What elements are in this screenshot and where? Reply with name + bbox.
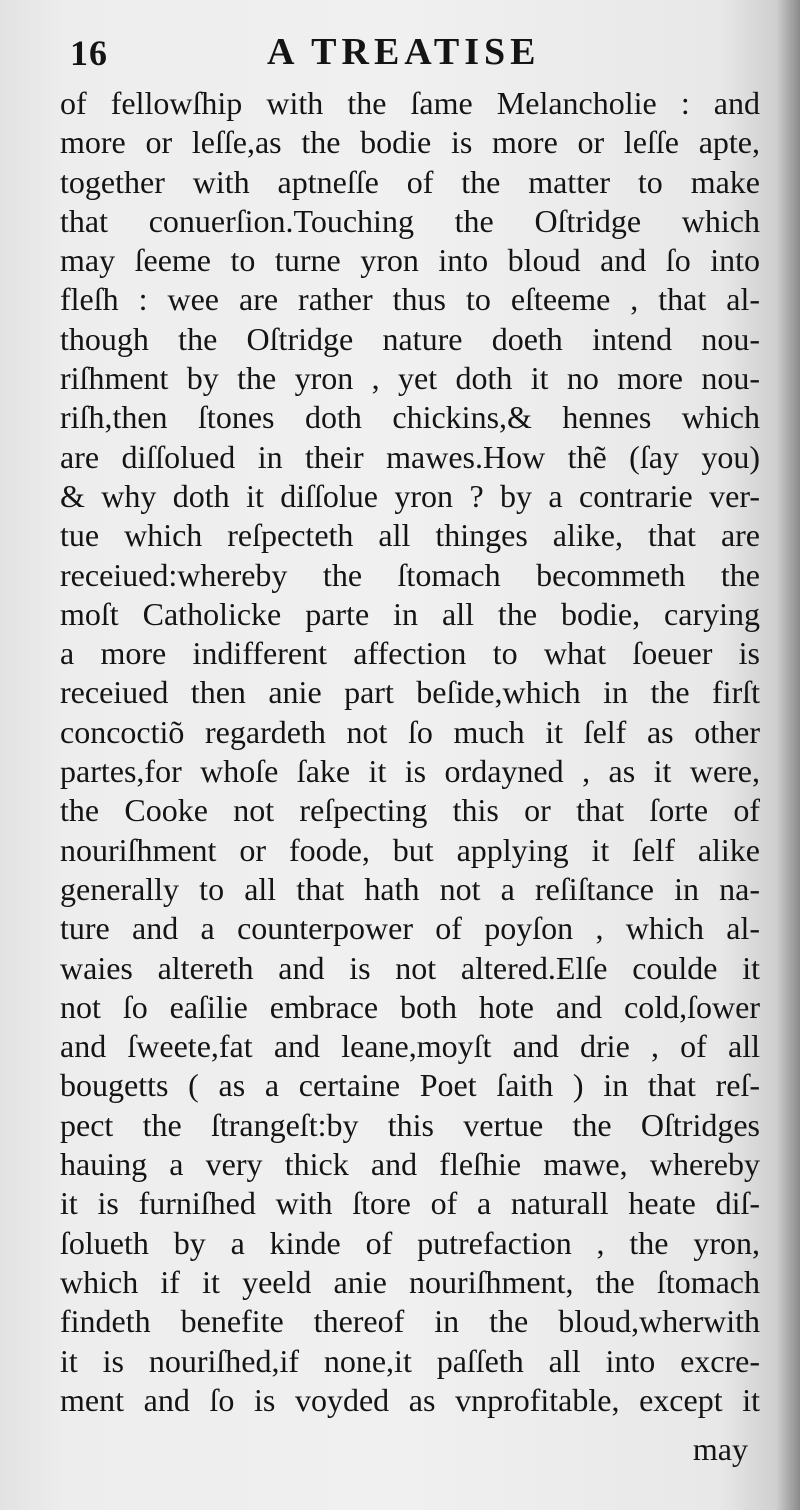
text-line: more or leſſe,as the bodie is more or leſſe apte,: [60, 124, 760, 161]
text-line: partes,for whoſe ſake it is ordayned , as it were,: [60, 753, 760, 790]
text-line: hauing a very thick and fleſhie mawe, whereby: [60, 1146, 760, 1183]
text-line: it is nouriſhed,if none,it paſſeth all into excre-: [60, 1342, 760, 1379]
text-line: may ſeeme to turne yron into bloud and ſo into: [60, 242, 760, 279]
page-number: 16: [70, 33, 108, 73]
text-line: riſh,then ſtones doth chickins,& hennes which: [60, 399, 760, 436]
text-line: receiued:whereby the ſtomach becommeth the: [60, 556, 760, 593]
text-line: receiued then anie part beſide,which in the firſt: [60, 674, 760, 711]
text-line: nouriſhment or foode, but applying it ſelf alike: [60, 831, 760, 868]
text-line: which if it yeeld anie nouriſhment, the ſtomach: [60, 1263, 760, 1300]
text-line: the Cooke not reſpecting this or that ſorte of: [60, 792, 760, 829]
text-line: fleſh : wee are rather thus to eſteeme , that al-: [60, 281, 760, 318]
catchword: may: [692, 1431, 748, 1467]
text-line: that conuerſion.Touching the Oſtridge which: [60, 202, 760, 239]
text-line: concoctiõ regardeth not ſo much it ſelf as other: [60, 713, 760, 750]
text-line: ture and a counterpower of poyſon , which al-: [60, 910, 760, 947]
text-line: bougetts ( as a certaine Poet ſaith ) in that reſ-: [60, 1067, 760, 1104]
text-line: though the Oſtridge nature doeth intend nou-: [60, 320, 760, 357]
text-line: pect the ſtrangeſt:by this vertue the Oſtridges: [60, 1106, 760, 1143]
text-line: tue which reſpecteth all thinges alike, that are: [60, 517, 760, 554]
text-line: moſt Catholicke parte in all the bodie, carying: [60, 595, 760, 632]
body-text: [60, 84, 760, 1420]
text-line: it is furniſhed with ſtore of a naturall heate diſ-: [60, 1185, 760, 1222]
text-line: ment and ſo is voyded as vnprofitable, except it: [60, 1381, 760, 1418]
text-line: a more indifferent affection to what ſoeuer is: [60, 635, 760, 672]
text-line: and ſweete,fat and leane,moyſt and drie , of all: [60, 1028, 760, 1065]
text-line: together with aptneſſe of the matter to make: [60, 163, 760, 200]
text-line: waies altereth and is not altered.Elſe coulde it: [60, 949, 760, 986]
running-title: A TREATISE: [267, 31, 541, 73]
text-line: are diſſolued in their mawes.How thẽ (ſay you): [60, 438, 760, 475]
page-header: [62, 26, 762, 76]
text-line: riſhment by the yron , yet doth it no more nou-: [60, 360, 760, 397]
text-line: ſolueth by a kinde of putrefaction , the yron,: [60, 1224, 760, 1261]
text-line: & why doth it diſſolue yron ? by a contrarie ver-: [60, 477, 760, 514]
text-line: generally to all that hath not a reſiſtance in na-: [60, 870, 760, 907]
text-line: findeth benefite thereof in the bloud,wherwith: [60, 1303, 760, 1340]
text-line: not ſo eaſilie embrace both hote and cold,ſower: [60, 988, 760, 1025]
text-line: of fellowſhip with the ſame Melancholie : and: [60, 85, 760, 121]
